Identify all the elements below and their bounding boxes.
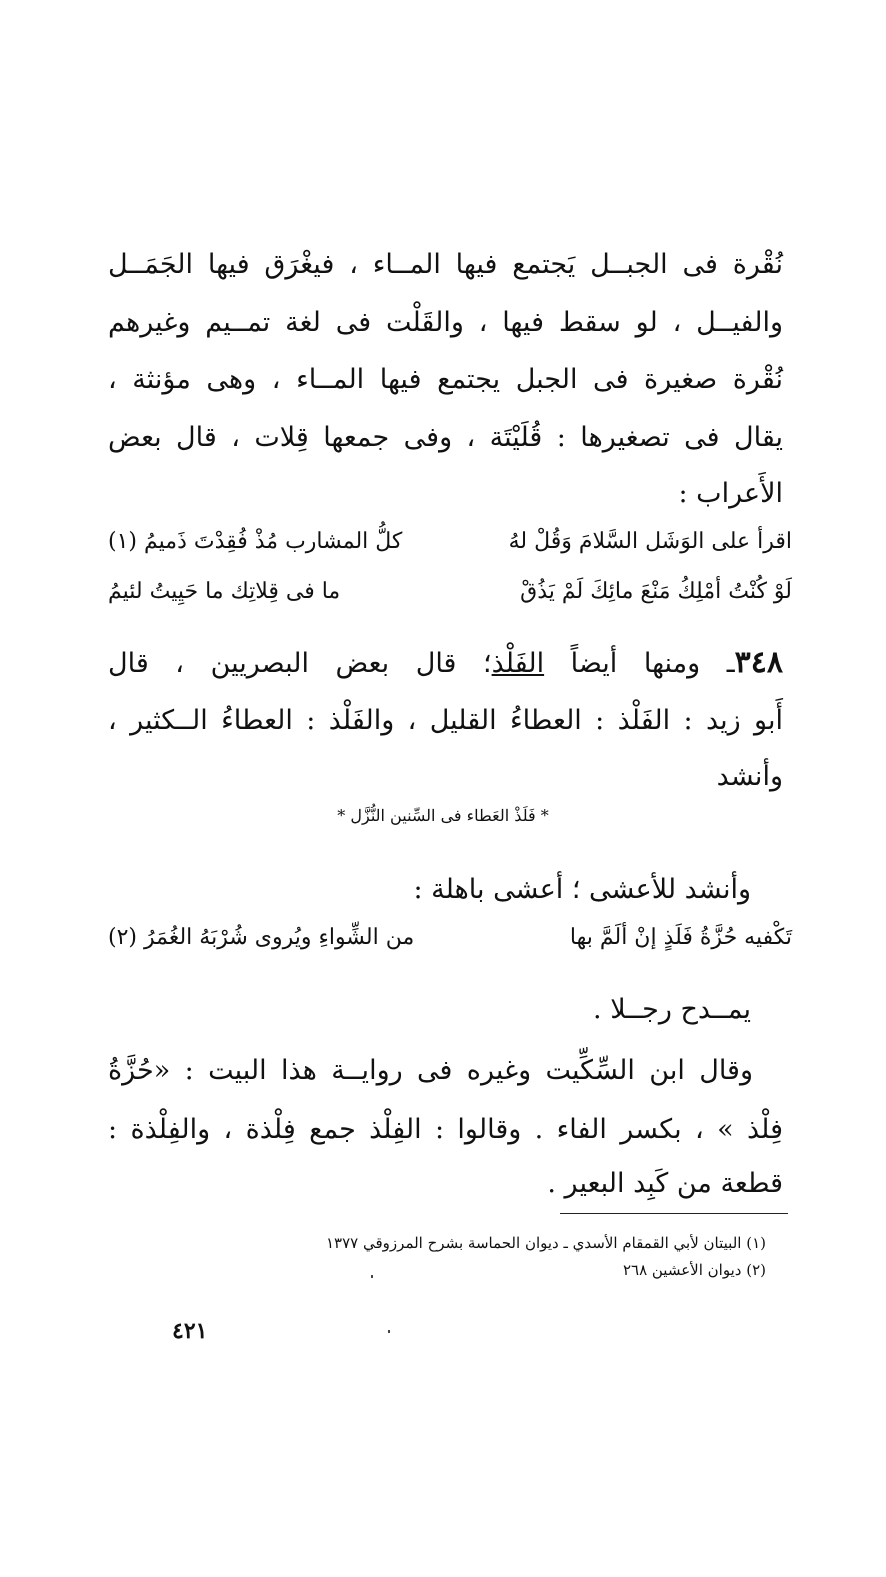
paragraph1-line-5: الأَعراب : bbox=[678, 478, 783, 509]
paragraph1-line-2: والفيــل ، لو سقط فيها ، والقَلْت فى لغة تمــيم وغيرهم bbox=[108, 307, 783, 338]
paragraph1-line-4: يقال فى تصغيرها : قُلَيْتَة ، وفى جمعها قِلات ، قال بعض bbox=[108, 422, 783, 453]
verse2-hemistich-b: من الشِّواءِ ويُروى شُرْبَهُ الغُمَرُ (٢) bbox=[108, 925, 415, 950]
footnote-divider bbox=[560, 1213, 788, 1214]
entry-headword: الفَلْذ bbox=[491, 648, 545, 679]
verse2-hemistich-a: تَكْفيه حُزَّةُ فَلَذٍ إنْ ألَمَّ بها bbox=[569, 925, 792, 950]
paragraph2-line-2: فِلْذ » ، بكسر الفاء . وقالوا : الفِلْذ جمع فِلْذة ، والفِلْذة : bbox=[108, 1114, 783, 1145]
verse1-hemistich-1b: كلُّ المشارب مُذْ فُقِدْتَ ذَميمُ (١) bbox=[108, 529, 403, 554]
page-number: ٤٢١ bbox=[172, 1318, 208, 1344]
entry-348-line-3: وأنشد bbox=[716, 761, 783, 792]
paragraph2-line-3: قطعة من كَبِد البعير . bbox=[547, 1168, 783, 1199]
footnote-2: (٢) ديوان الأعشين ٢٦٨ bbox=[622, 1261, 766, 1279]
footnote-1: (١) البيتان لأبي القمقام الأسدي ـ ديوان الحماسة بشرح المرزوقي ١٣٧٧ bbox=[326, 1234, 766, 1252]
entry-lead: ـ ومنها أيضاً bbox=[570, 648, 735, 679]
entry-348-line-2: أَبو زيد : الفَلْذ : العطاءُ القليل ، والفَلْذ : العطاءُ الــكثير ، bbox=[108, 705, 783, 736]
paragraph1-line-3: نُقْرة صغيرة فى الجبل يجتمع فيها المــاء ، وهى مؤنثة ، bbox=[108, 364, 783, 395]
asha-intro: وأنشد للأعشى ؛ أعشى باهلة : bbox=[413, 874, 751, 905]
entry-rest: ؛ قال بعض البصريين ، قال bbox=[108, 648, 492, 679]
paragraph1-line-1: نُقْرة فى الجبــل يَجتمع فيها المــاء ، فيغْرَق فيها الجَمَــل bbox=[108, 249, 783, 280]
print-speck bbox=[388, 1330, 390, 1333]
paragraph2-line-1: وقال ابن السِّكِّيت وغيره فى روايــة هذا البيت : «حُزَّةُ bbox=[108, 1055, 753, 1086]
verse1-hemistich-1a: اقرأ على الوَشَل السَّلامَ وَقُلْ لهُ bbox=[508, 529, 792, 554]
praise-line: يمــدح رجــلا . bbox=[593, 994, 751, 1025]
entry-number: ٣٤٨ bbox=[734, 645, 783, 680]
verse1-hemistich-2a: لَوْ كُنْتُ أمْلِكُ مَنْعَ مائِكَ لَمْ يَذُقْ bbox=[520, 579, 792, 604]
entry-348-line-1 bbox=[108, 643, 783, 684]
print-speck bbox=[371, 1275, 373, 1278]
verse1-hemistich-2b: ما فى قِلاتِك ما حَيِيتُ لئيمُ bbox=[108, 579, 341, 604]
quoted-hemistich: * فَلَذْ العَطاء فى السِّنين النُّزَّل * bbox=[337, 806, 549, 825]
